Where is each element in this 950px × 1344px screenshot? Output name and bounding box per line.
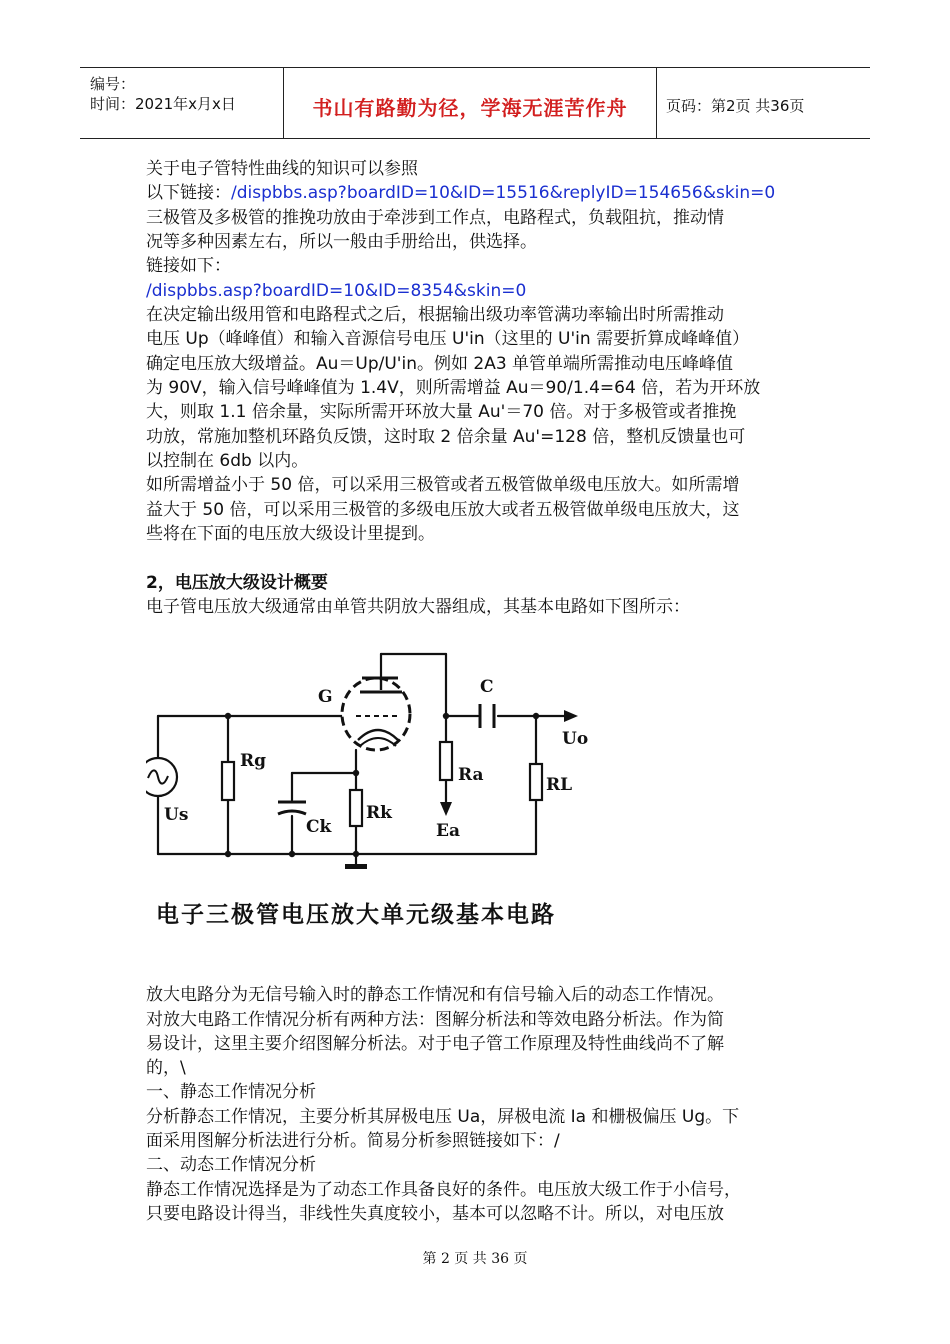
- document-number: 编号：: [90, 75, 136, 93]
- document-date: 时间：2021年x月x日: [90, 95, 236, 113]
- subsection-heading: 一、静态工作情况分析: [146, 1082, 316, 1102]
- capacitor-c-icon: [480, 704, 494, 728]
- triode-amplifier-schematic: [146, 640, 616, 940]
- body-line: 关于电子管特性曲线的知识可以参照: [146, 159, 418, 179]
- label-rk: Rk: [366, 803, 392, 823]
- header-right-cell: [656, 68, 870, 138]
- body-line: 以控制在 6db 以内。: [146, 451, 309, 471]
- label-rl: RL: [546, 775, 573, 795]
- resistor-rl-icon: [530, 764, 542, 800]
- page-footer: 第 2 页 共 36 页: [422, 1251, 528, 1267]
- body-line: 确定电压放大级增益。Au＝Up/U'in。例如 2A3 单管单端所需推动电压峰峰值: [146, 354, 734, 374]
- body-line: 在决定输出级用管和电路程式之后，根据输出级功率管满功率输出时所需推动: [146, 305, 724, 325]
- page-header: [80, 67, 870, 139]
- capacitor-ck-icon: [278, 802, 306, 814]
- header-center-cell: [283, 68, 657, 138]
- body-line: 以下链接：/dispbbs.asp?boardID=10&ID=15516&replyID=154656&skin=0: [146, 183, 776, 203]
- body-line: 只要电路设计得当，非线性失真度较小，基本可以忽略不计。所以，对电压放: [146, 1204, 724, 1224]
- label-ea: Ea: [436, 821, 460, 841]
- body-line: 电压 Up（峰峰值）和输入音源信号电压 U'in（这里的 U'in 需要折算成峰峰值）: [146, 329, 750, 349]
- label-ra: Ra: [458, 765, 484, 785]
- output-arrow-icon: [564, 710, 578, 722]
- body-line: 放大电路分为无信号输入时的静态工作情况和有信号输入后的动态工作情况。: [146, 985, 724, 1005]
- header-motto: 书山有路勤为径，学海无涯苦作舟: [312, 96, 628, 120]
- resistor-rg-icon: [222, 762, 234, 800]
- body-line: 三极管及多极管的推挽功放由于牵涉到工作点，电路程式，负载阻抗，推动情: [146, 208, 724, 228]
- body-line: 些将在下面的电压放大级设计里提到。: [146, 524, 435, 544]
- header-page-info: 页码：第2页 共36页: [666, 97, 805, 115]
- body-line: 链接如下：: [146, 256, 231, 276]
- subsection-heading: 二、动态工作情况分析: [146, 1155, 316, 1175]
- body-line: 如所需增益小于 50 倍，可以采用三极管或者五极管做单级电压放大。如所需增: [146, 475, 740, 495]
- body-line: 的，\: [146, 1058, 186, 1078]
- body-line: 易设计，这里主要介绍图解分析法。对于电子管工作原理及特性曲线尚不了解: [146, 1034, 724, 1054]
- body-line: 对放大电路工作情况分析有两种方法：图解分析法和等效电路分析法。作为简: [146, 1010, 724, 1030]
- ac-source-icon: [146, 758, 177, 796]
- label-uo: Uo: [562, 729, 589, 749]
- resistor-rk-icon: [350, 790, 362, 826]
- ground-icon: [345, 864, 367, 869]
- label-g: G: [318, 687, 333, 707]
- body-line: [146, 279, 816, 303]
- label-rg: Rg: [240, 751, 267, 771]
- label-ck: Ck: [306, 817, 332, 837]
- circuit-figure: [146, 640, 616, 940]
- label-c: C: [480, 677, 494, 697]
- section-heading: 2，电压放大级设计概要: [146, 573, 328, 593]
- body-line: 功放，常施加整机环路负反馈，这时取 2 倍余量 Au'=128 倍，整机反馈量也可: [146, 427, 746, 447]
- reference-link[interactable]: /dispbbs.asp?boardID=10&ID=8354&skin=0: [146, 281, 527, 301]
- header-left-cell: [80, 68, 283, 138]
- triode-tube-icon: [342, 678, 410, 750]
- section-intro: 电子管电压放大级通常由单管共阴放大器组成，其基本电路如下图所示：: [146, 597, 690, 617]
- body-line: 况等多种因素左右，所以一般由手册给出，供选择。: [146, 232, 537, 252]
- body-line: 益大于 50 倍，可以采用三极管的多级电压放大或者五极管做单级电压放大，这: [146, 500, 740, 520]
- body-line: 静态工作情况选择是为了动态工作具备良好的条件。电压放大级工作于小信号，: [146, 1180, 741, 1200]
- figure-caption: 电子三极管电压放大单元级基本电路: [156, 902, 556, 928]
- resistor-ra-icon: [440, 742, 452, 780]
- body-line: 分析静态工作情况，主要分析其屏极电压 Ua，屏极电流 Ia 和栅极偏压 Ug。下: [146, 1107, 740, 1127]
- supply-arrow-icon: [440, 802, 452, 816]
- body-line: 为 90V，输入信号峰峰值为 1.4V，则所需增益 Au＝90/1.4=64 倍，若为开环放: [146, 378, 761, 398]
- label-us: Us: [164, 805, 189, 825]
- reference-link[interactable]: /dispbbs.asp?boardID=10&ID=15516&replyID=154656&skin=0: [231, 183, 776, 203]
- body-line: 大，则取 1.1 倍余量，实际所需开环放大量 Au'＝70 倍。对于多极管或者推挽: [146, 402, 737, 422]
- body-line: 面采用图解分析法进行分析。简易分析参照链接如下：/: [146, 1131, 560, 1151]
